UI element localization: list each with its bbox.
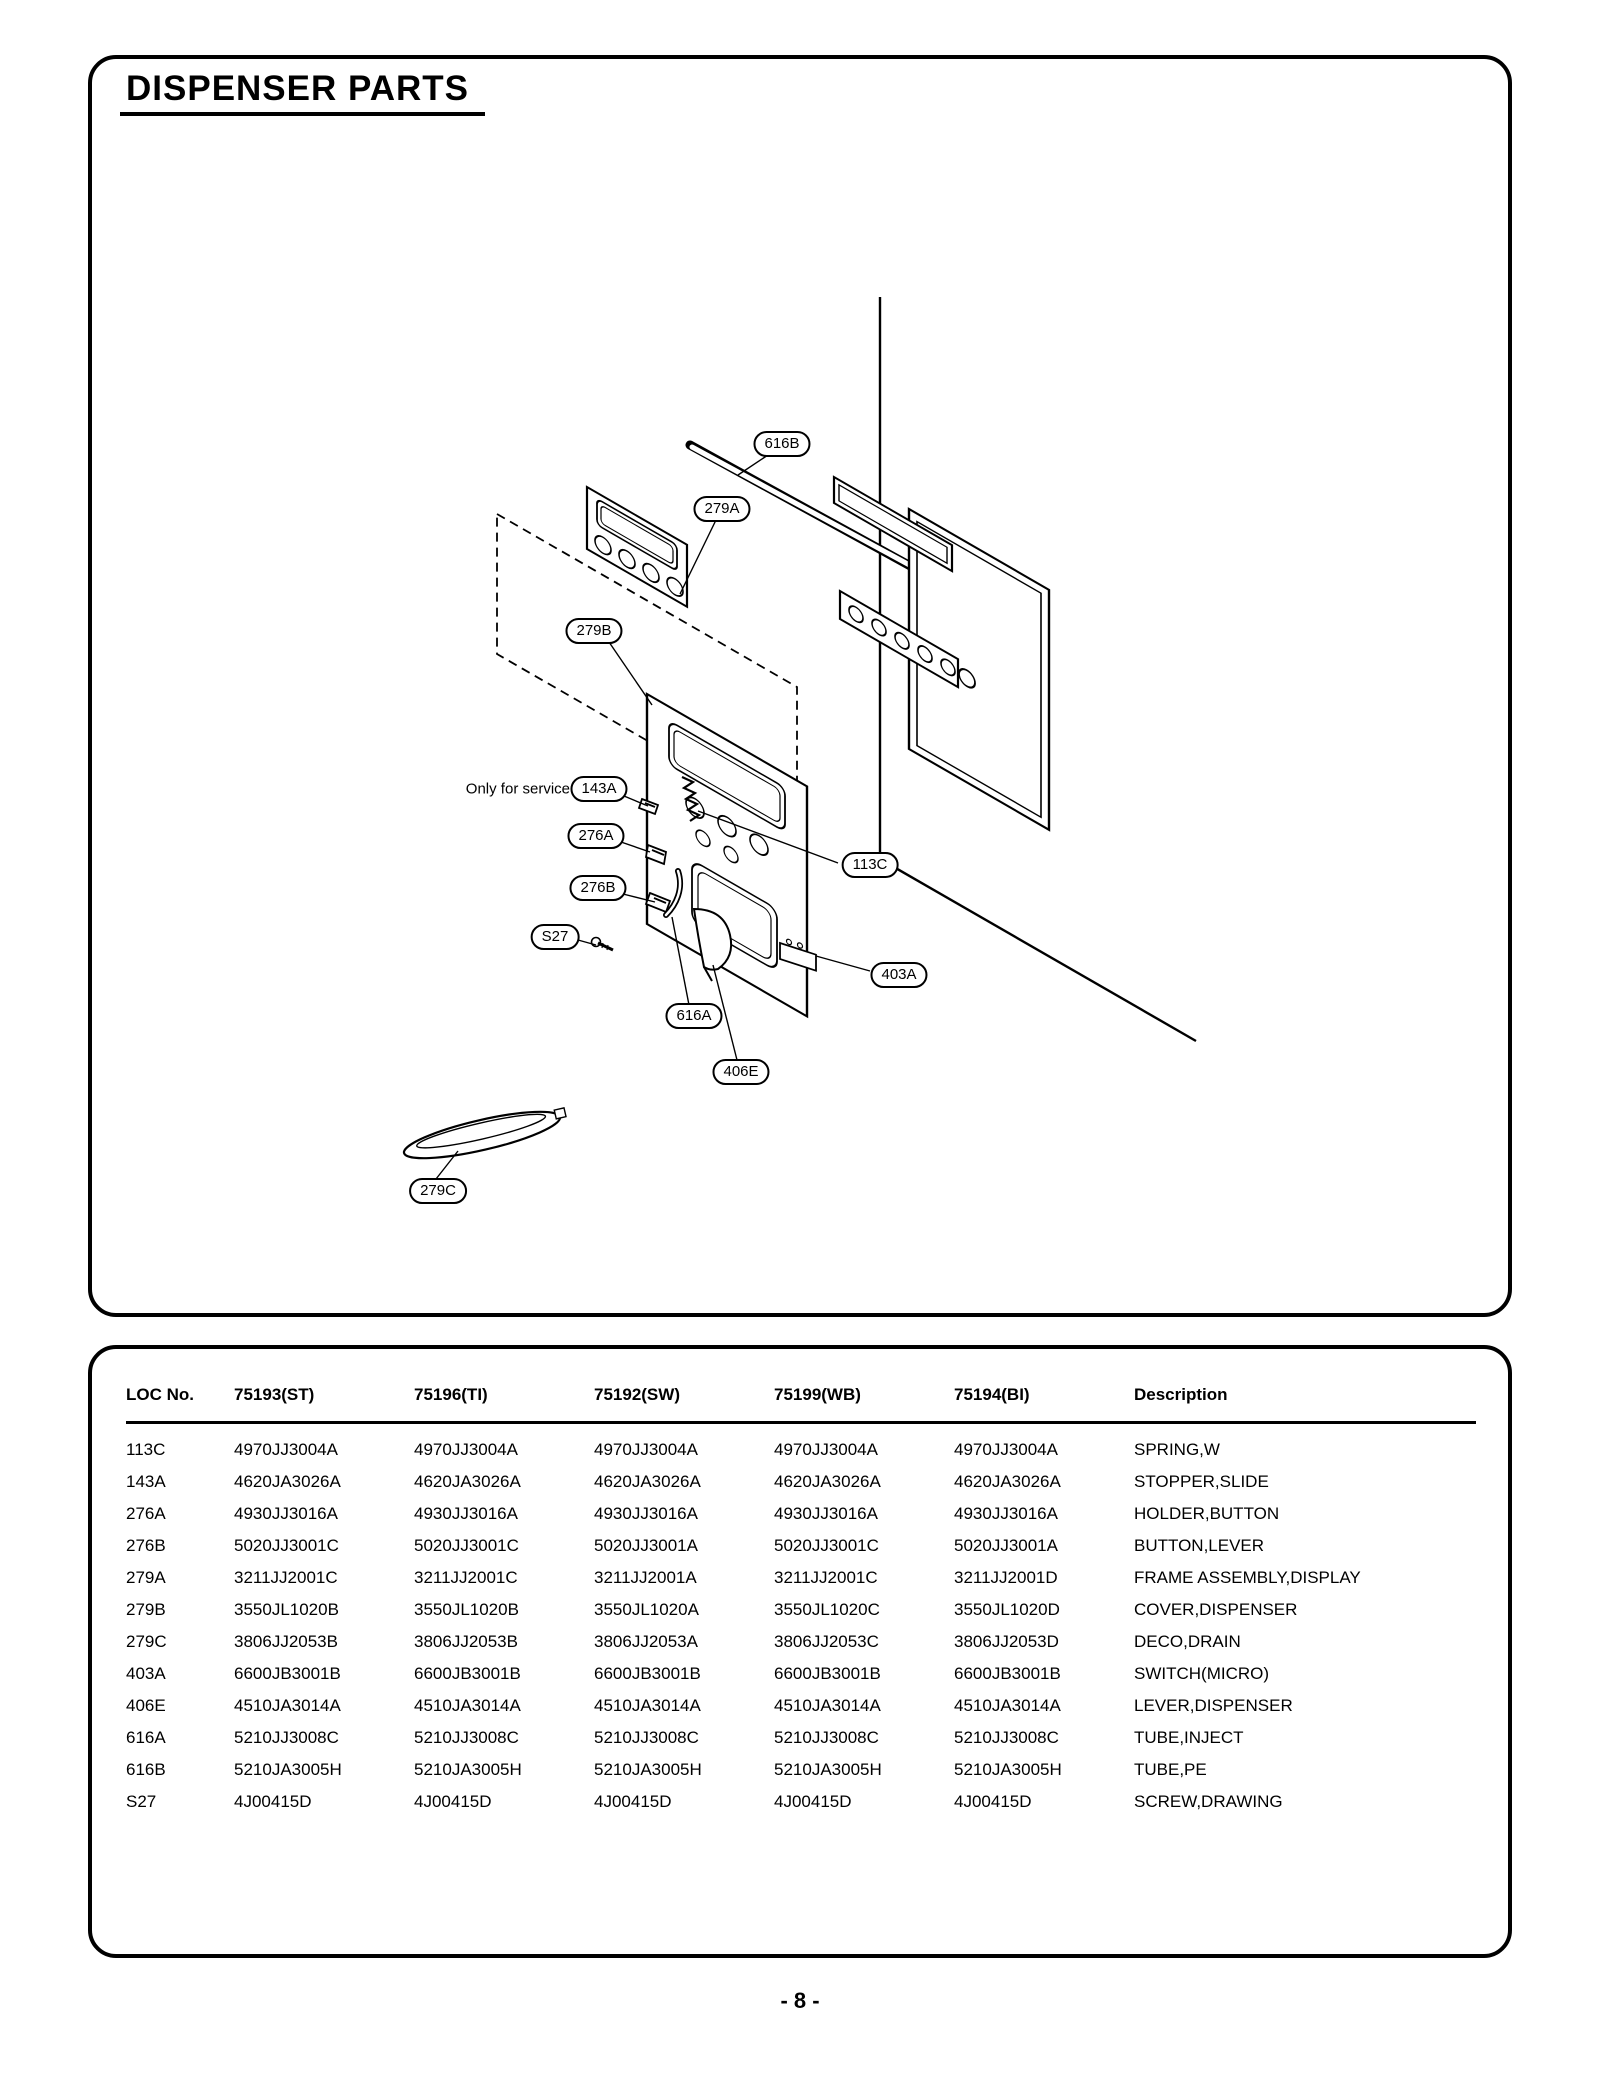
callout-s27: S27	[531, 924, 580, 950]
part-no-cell: 3550JL1020C	[774, 1600, 880, 1619]
table-row	[126, 1786, 1476, 1818]
loc-no-cell: 616B	[126, 1760, 166, 1779]
description-cell: FRAME ASSEMBLY,DISPLAY	[1134, 1568, 1361, 1587]
callout-403a: 403A	[870, 962, 927, 988]
callout-406e: 406E	[712, 1059, 769, 1085]
part-no-cell: 3806JJ2053B	[234, 1632, 338, 1651]
table-row	[126, 1530, 1476, 1562]
part-no-cell: 4620JA3026A	[594, 1472, 701, 1491]
loc-no-cell: 279A	[126, 1568, 166, 1587]
parts-table-body	[126, 1423, 1476, 1819]
part-no-cell: 3550JL1020D	[954, 1600, 1060, 1619]
loc-no-cell: 406E	[126, 1696, 166, 1715]
part-no-cell: 4970JJ3004A	[774, 1440, 878, 1459]
callout-616a: 616A	[665, 1003, 722, 1029]
table-row	[126, 1722, 1476, 1754]
diagram-area	[92, 59, 1508, 1313]
part-no-cell: 5210JA3005H	[414, 1760, 522, 1779]
part-no-cell: 3211JJ2001C	[234, 1568, 338, 1587]
callout-113c: 113C	[842, 852, 899, 878]
exploded-diagram	[92, 59, 1508, 1313]
table-row	[126, 1594, 1476, 1626]
part-no-cell: 6600JB3001B	[234, 1664, 341, 1683]
part-no-cell: 4970JJ3004A	[234, 1440, 338, 1459]
part-no-cell: 4620JA3026A	[774, 1472, 881, 1491]
part-no-cell: 5020JJ3001C	[774, 1536, 879, 1555]
loc-no-cell: 276B	[126, 1536, 166, 1555]
description-cell: BUTTON,LEVER	[1134, 1536, 1265, 1555]
part-no-cell: 3211JJ2001A	[594, 1568, 697, 1587]
table-row	[126, 1423, 1476, 1467]
page-number: - 8 -	[780, 1988, 820, 2013]
column-header: 75199(WB)	[774, 1385, 954, 1423]
loc-no-cell: 276A	[126, 1504, 166, 1523]
part-no-cell: 3550JL1020B	[234, 1600, 339, 1619]
part-no-cell: 5210JA3005H	[234, 1760, 342, 1779]
part-no-cell: 4930JJ3016A	[414, 1504, 518, 1523]
part-no-cell: 3806JJ2053A	[594, 1632, 698, 1651]
part-no-cell: 5210JJ3008C	[774, 1728, 879, 1747]
table-header-row	[126, 1385, 1476, 1423]
callout-616b: 616B	[753, 431, 810, 457]
part-no-cell: 4510JA3014A	[954, 1696, 1061, 1715]
description-cell: SCREW,DRAWING	[1134, 1792, 1283, 1811]
diagram-panel	[88, 55, 1512, 1317]
part-no-cell: 4J00415D	[954, 1792, 1032, 1811]
part-no-cell: 6600JB3001B	[954, 1664, 1061, 1683]
part-no-cell: 4J00415D	[594, 1792, 672, 1811]
part-no-cell: 4J00415D	[234, 1792, 312, 1811]
loc-no-cell: S27	[126, 1792, 157, 1811]
screw-s27	[592, 938, 614, 951]
callout-279a: 279A	[693, 496, 750, 522]
part-no-cell: 5020JJ3001C	[414, 1536, 519, 1555]
table-row	[126, 1466, 1476, 1498]
column-header: 75193(ST)	[234, 1385, 414, 1423]
part-no-cell: 5210JA3005H	[774, 1760, 882, 1779]
part-no-cell: 4J00415D	[414, 1792, 492, 1811]
loc-no-cell: 403A	[126, 1664, 166, 1683]
part-no-cell: 4J00415D	[774, 1792, 852, 1811]
part-no-cell: 5020JJ3001C	[234, 1536, 339, 1555]
table-row	[126, 1658, 1476, 1690]
part-no-cell: 5210JJ3008C	[234, 1728, 339, 1747]
loc-no-cell: 143A	[126, 1472, 166, 1491]
column-header: 75196(TI)	[414, 1385, 594, 1423]
part-no-cell: 4620JA3026A	[234, 1472, 341, 1491]
part-no-cell: 4930JJ3016A	[234, 1504, 338, 1523]
part-no-cell: 5020JJ3001A	[954, 1536, 1058, 1555]
part-no-cell: 4510JA3014A	[774, 1696, 881, 1715]
part-no-cell: 5210JA3005H	[594, 1760, 702, 1779]
part-no-cell: 6600JB3001B	[594, 1664, 701, 1683]
table-row	[126, 1626, 1476, 1658]
table-row	[126, 1498, 1476, 1530]
part-no-cell: 3211JJ2001C	[774, 1568, 878, 1587]
table-row	[126, 1562, 1476, 1594]
part-no-cell: 4620JA3026A	[954, 1472, 1061, 1491]
page-title: DISPENSER PARTS	[120, 67, 485, 116]
column-header: LOC No.	[126, 1385, 234, 1423]
part-no-cell: 3550JL1020A	[594, 1600, 699, 1619]
part-no-cell: 5210JJ3008C	[414, 1728, 519, 1747]
part-no-cell: 4930JJ3016A	[594, 1504, 698, 1523]
loc-no-cell: 279B	[126, 1600, 166, 1619]
parts-table-panel	[88, 1345, 1512, 1958]
column-header: Description	[1134, 1385, 1476, 1423]
part-no-cell: 3550JL1020B	[414, 1600, 519, 1619]
part-no-cell: 4930JJ3016A	[954, 1504, 1058, 1523]
service-note: Only for service	[465, 780, 570, 798]
part-no-cell: 3211JJ2001D	[954, 1568, 1058, 1587]
loc-no-cell: 113C	[126, 1440, 166, 1459]
part-no-cell: 5210JJ3008C	[594, 1728, 699, 1747]
loc-no-cell: 616A	[126, 1728, 166, 1747]
callout-276a: 276A	[567, 823, 624, 849]
description-cell: TUBE,INJECT	[1134, 1728, 1244, 1747]
description-cell: COVER,DISPENSER	[1134, 1600, 1298, 1619]
part-no-cell: 4970JJ3004A	[594, 1440, 698, 1459]
loc-no-cell: 279C	[126, 1632, 167, 1651]
callout-276b: 276B	[569, 875, 626, 901]
part-no-cell: 4510JA3014A	[414, 1696, 521, 1715]
drain-deco-279c	[401, 1101, 569, 1168]
parts-table	[126, 1385, 1476, 1818]
part-no-cell: 6600JB3001B	[414, 1664, 521, 1683]
table-row	[126, 1690, 1476, 1722]
description-cell: DECO,DRAIN	[1134, 1632, 1241, 1651]
description-cell: TUBE,PE	[1134, 1760, 1207, 1779]
description-cell: LEVER,DISPENSER	[1134, 1696, 1293, 1715]
part-no-cell: 3806JJ2053D	[954, 1632, 1059, 1651]
part-no-cell: 4930JJ3016A	[774, 1504, 878, 1523]
part-no-cell: 4620JA3026A	[414, 1472, 521, 1491]
column-header: 75192(SW)	[594, 1385, 774, 1423]
part-no-cell: 4510JA3014A	[234, 1696, 341, 1715]
part-no-cell: 5020JJ3001A	[594, 1536, 698, 1555]
column-header: 75194(BI)	[954, 1385, 1134, 1423]
part-no-cell: 4970JJ3004A	[954, 1440, 1058, 1459]
part-no-cell: 3806JJ2053C	[774, 1632, 879, 1651]
callout-143a: 143A	[570, 776, 627, 802]
part-no-cell: 6600JB3001B	[774, 1664, 881, 1683]
display-module	[587, 487, 687, 607]
description-cell: SPRING,W	[1134, 1440, 1220, 1459]
callout-279b: 279B	[565, 618, 622, 644]
part-no-cell: 4970JJ3004A	[414, 1440, 518, 1459]
dispenser-cover-279b	[647, 694, 807, 1016]
part-no-cell: 3211JJ2001C	[414, 1568, 518, 1587]
description-cell: HOLDER,BUTTON	[1134, 1504, 1280, 1523]
part-no-cell: 3806JJ2053B	[414, 1632, 518, 1651]
callout-279c: 279C	[409, 1178, 467, 1204]
part-no-cell: 4510JA3014A	[594, 1696, 701, 1715]
table-row	[126, 1754, 1476, 1786]
part-no-cell: 5210JJ3008C	[954, 1728, 1059, 1747]
part-no-cell: 5210JA3005H	[954, 1760, 1062, 1779]
description-cell: STOPPER,SLIDE	[1134, 1472, 1269, 1491]
description-cell: SWITCH(MICRO)	[1134, 1664, 1270, 1683]
